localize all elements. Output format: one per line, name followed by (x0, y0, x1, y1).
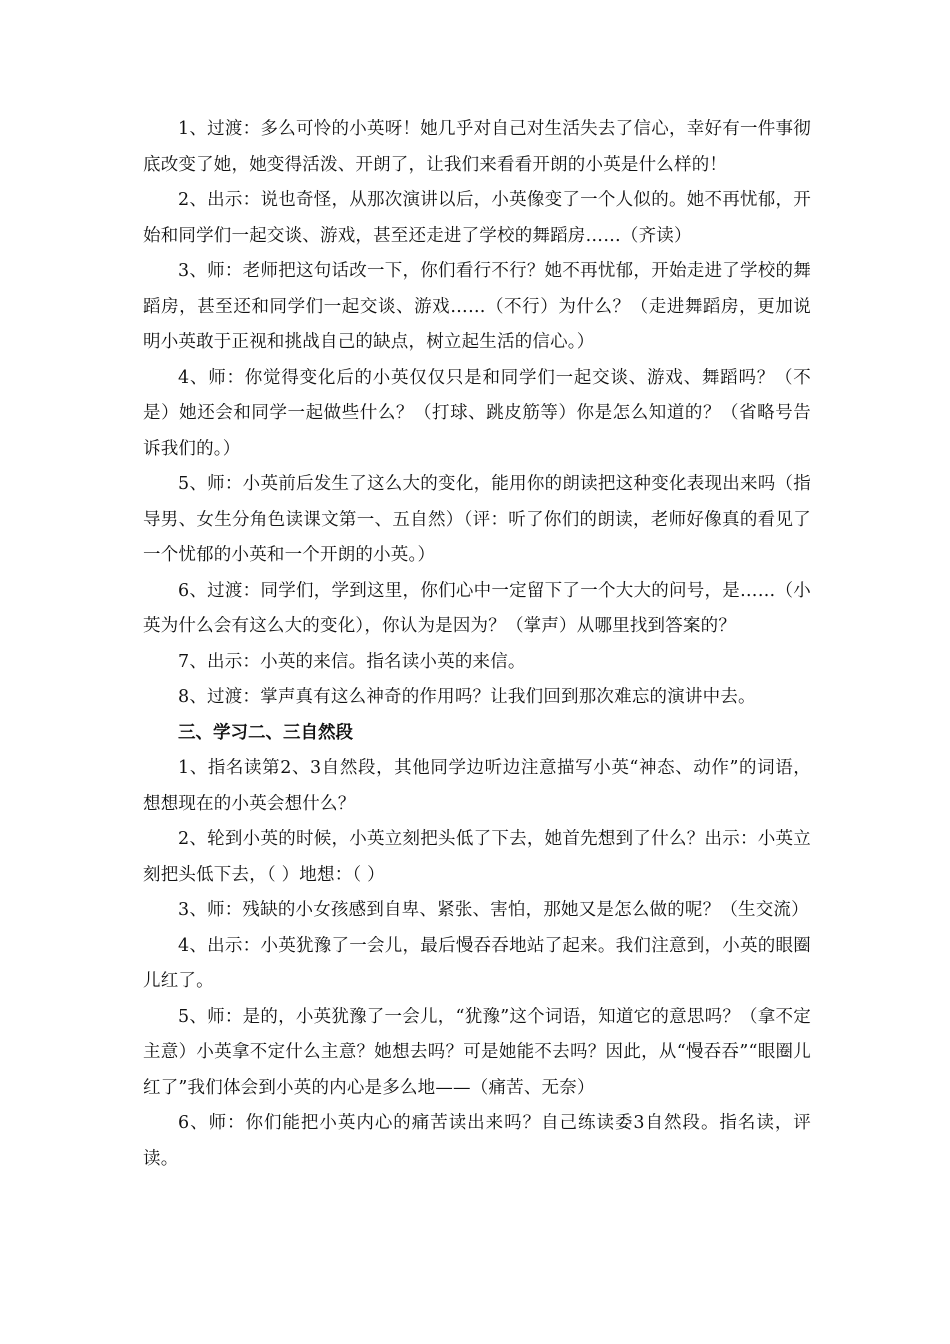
paragraph-4: 4、师：你觉得变化后的小英仅仅只是和同学们一起交谈、游戏、舞蹈吗？（不是）她还会和同学一起做些什么？（打球、跳皮筋等）你是怎么知道的？（省略号告诉我们的。） (143, 367, 811, 459)
paragraph-7: 7、出示：小英的来信。指名读小英的来信。 (178, 651, 526, 672)
paragraph-1: 1、过渡：多么可怜的小英呀！她几乎对自己对生活失去了信心，幸好有一件事彻底改变了她，她变得活泼、开朗了，让我们来看看开朗的小英是什么样的！ (143, 119, 811, 175)
document-body (143, 112, 811, 1177)
paragraph-14: 6、师：你们能把小英内心的痛苦读出来吗？自己练读委3自然段。指名读，评读。 (143, 1113, 811, 1169)
paragraph-9: 1、指名读第2、3自然段，其他同学边听边注意描写小英“神态、动作”的词语，想想现在的小英会想什么？ (143, 758, 811, 814)
paragraph-5: 5、师：小英前后发生了这么大的变化，能用你的朗读把这种变化表现出来吗（指导男、女生分角色读课文第一、五自然）（评：听了你们的朗读，老师好像真的看见了一个忧郁的小英和一个开朗的小英。） (143, 474, 811, 565)
paragraph-3: 3、师：老师把这句话改一下，你们看行不行？她不再忧郁，开始走进了学校的舞蹈房，甚至还和同学们一起交谈、游戏……（不行）为什么？（走进舞蹈房，更加说明小英敢于正视和挑战自己的缺点，树立起生活的信心。） (143, 261, 811, 352)
paragraph-8: 8、过渡：掌声真有这么神奇的作用吗？让我们回到那次难忘的演讲中去。 (178, 687, 756, 707)
paragraph-12: 4、出示：小英犹豫了一会儿，最后慢吞吞地站了起来。我们注意到，小英的眼圈儿红了。 (143, 935, 811, 991)
paragraph-2: 2、出示：说也奇怪，从那次演讲以后，小英像变了一个人似的。她不再忧郁，开始和同学们一起交谈、游戏，甚至还走进了学校的舞蹈房……（齐读） (143, 190, 811, 246)
paragraph-10: 2、轮到小英的时候，小英立刻把头低了下去，她首先想到了什么？出示：小英立刻把头低下去，（ ）地想：（ ） (143, 829, 811, 885)
section-heading: 三、学习二、三自然段 (178, 722, 353, 743)
paragraph-13: 5、师：是的，小英犹豫了一会儿，“犹豫”这个词语，知道它的意思吗？（拿不定主意）小英拿不定什么主意？她想去吗？可是她能不去吗？因此，从“慢吞吞”“眼圈儿红了”我们体会到小英的内心是多么地——（痛苦、无奈） (143, 1006, 811, 1098)
paragraph-6: 6、过渡：同学们，学到这里，你们心中一定留下了一个大大的问号，是……（小英为什么会有这么大的变化），你认为是因为？（掌声）从哪里找到答案的？ (143, 580, 811, 636)
paragraph-11: 3、师：残缺的小女孩感到自卑、紧张、害怕，那她又是怎么做的呢？（生交流） (178, 900, 809, 920)
